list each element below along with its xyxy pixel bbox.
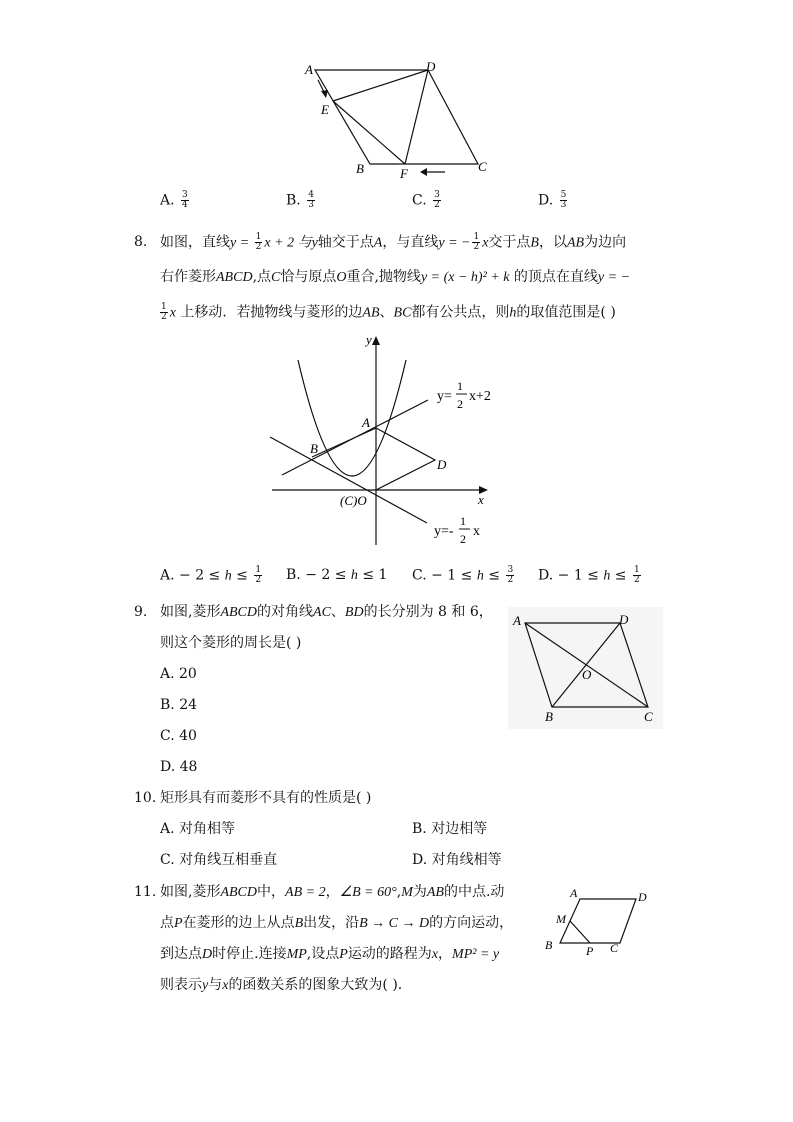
q7-label-b: B (356, 161, 364, 176)
q11-label-a: A (570, 886, 578, 900)
fraction: $\frac{3}{2}$ (434, 190, 440, 210)
q9-figure (508, 607, 663, 729)
q11-stem-line3: 到达点D时停止.连接MP,设点P运动的路程为x，MP² = y (160, 946, 500, 962)
q11-stem-line4: 则表示y与x的函数关系的图象大致为( ). (160, 977, 403, 993)
q7-label-f: F (400, 166, 408, 181)
option-letter: B. (286, 192, 301, 209)
q11-label-c: C (610, 941, 619, 955)
q8-stem-line3: $\frac{1}{2}$ x 上移动．若抛物线与菱形的边AB、BC都有公共点，则h的取值范围是( ) (161, 302, 616, 322)
fraction: $\frac{4}{3}$ (308, 190, 314, 210)
q10-option-a[interactable]: A. 对角相等 (160, 821, 236, 837)
q10-number: 10. (134, 790, 157, 806)
q8-line2-label (434, 514, 480, 546)
q11-stem-line2: 点P在菱形的边上从点B出发，沿B → C → D的方向运动， (160, 915, 514, 931)
q7-option-b[interactable] (286, 191, 317, 210)
option-letter: D. (538, 192, 554, 209)
q11-label-p: P (586, 944, 594, 957)
q11-stem-line1: 如图,菱形ABCD中，AB = 2，∠B = 60°,M为AB的中点.动 (160, 884, 505, 900)
q11-label-m: M (556, 912, 566, 926)
q8-y-axis-label: y (366, 332, 372, 347)
q8-stem-line1: 如图，直线y = $\frac{1}{2}$ x + 2 与y轴交于点A，与直线y = − $\frac{1}{2}$ x交于点B，以AB为边向 (160, 232, 627, 252)
q7-label-d: D (426, 59, 436, 74)
q11-label-b: B (545, 938, 553, 952)
q7-label-c: C (478, 159, 487, 174)
q7-option-d[interactable] (538, 191, 569, 210)
q9-label-d: D (619, 612, 629, 627)
q9-stem-line2: 则这个菱形的周长是( ) (160, 635, 302, 651)
svg-text:y=-: y=- (434, 524, 454, 539)
q10-stem: 矩形具有而菱形不具有的性质是( ) (160, 790, 372, 806)
svg-text:1: 1 (460, 514, 466, 528)
option-letter: A. (160, 192, 175, 209)
q11-number: 11. (134, 884, 157, 900)
q9-option-a[interactable]: A. 20 (160, 666, 197, 682)
q8-point-co: (C)O (340, 493, 367, 508)
q9-label-o: O (582, 667, 592, 682)
q10-option-c[interactable]: C. 对角线互相垂直 (160, 852, 278, 868)
svg-text:x: x (473, 524, 480, 539)
q7-label-e: E (321, 102, 329, 117)
q11-figure (540, 885, 660, 957)
q10-option-b[interactable]: B. 对边相等 (412, 821, 488, 837)
q8-line1-label (437, 379, 491, 411)
q9-label-c: C (644, 709, 653, 724)
q8-x-axis-label: x (478, 492, 484, 507)
q8-option-b[interactable]: B. − 2 ≤ h ≤ 1 (286, 567, 388, 583)
fraction: $\frac{5}{3}$ (560, 190, 567, 210)
q8-option-d[interactable]: D. − 1 ≤ h ≤ $\frac{1}{2}$ (538, 565, 640, 585)
q8-option-a[interactable]: A. − 2 ≤ h ≤ $\frac{1}{2}$ (160, 565, 262, 585)
q9-option-c[interactable]: C. 40 (160, 728, 197, 744)
q10-option-d[interactable]: D. 对角线相等 (412, 852, 502, 868)
q9-option-b[interactable]: B. 24 (160, 697, 198, 713)
svg-text:x+2: x+2 (469, 389, 491, 404)
svg-text:2: 2 (457, 397, 463, 411)
q9-stem-line1: 如图,菱形ABCD的对角线AC、BD的长分别为 8 和 6， (160, 604, 493, 620)
q7-option-c[interactable] (412, 191, 443, 210)
svg-text:y=: y= (437, 389, 452, 404)
q8-graph (262, 332, 502, 554)
q7-option-a[interactable] (160, 191, 191, 210)
q7-figure (300, 58, 500, 183)
q9-option-d[interactable]: D. 48 (160, 759, 198, 775)
q8-stem-line2: 右作菱形ABCD,点C恰与原点O重合,抛物线y = (x − h)² + k 的顶点在直线y = − (160, 269, 631, 285)
q9-label-b: B (545, 709, 553, 724)
svg-text:1: 1 (457, 379, 463, 393)
option-letter: C. (412, 192, 427, 209)
q8-point-a: A (362, 415, 370, 430)
q8-number: 8. (134, 234, 148, 250)
svg-text:2: 2 (460, 532, 466, 546)
q7-label-a: A (305, 62, 313, 77)
q8-point-b: B (310, 441, 318, 456)
q9-number: 9. (134, 604, 148, 620)
q11-label-d: D (638, 890, 647, 904)
q9-label-a: A (513, 613, 521, 628)
q8-point-d: D (437, 457, 447, 472)
q8-option-c[interactable]: C. − 1 ≤ h ≤ $\frac{3}{2}$ (412, 565, 514, 585)
fraction: $\frac{3}{4}$ (182, 190, 188, 210)
